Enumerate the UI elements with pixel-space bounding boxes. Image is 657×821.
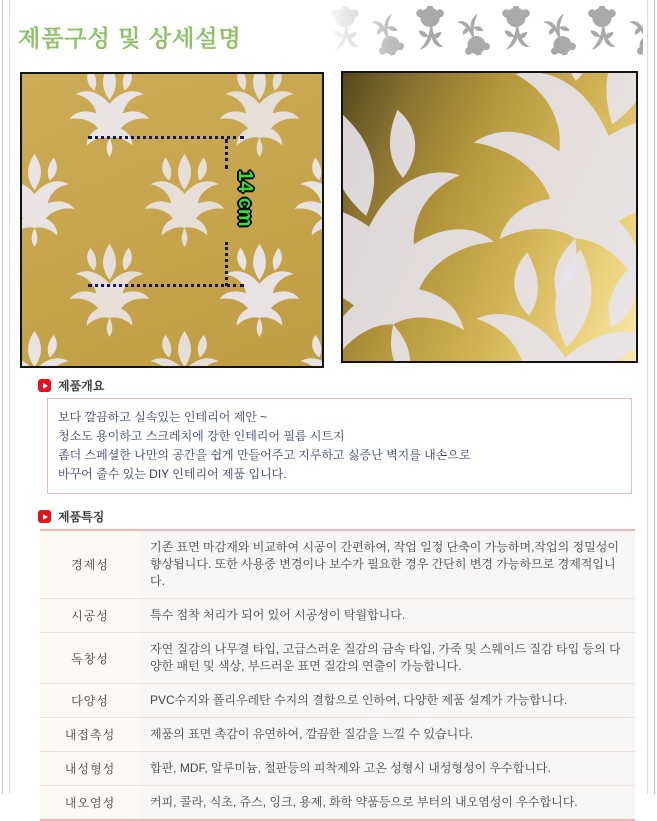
- rose-icon: [579, 6, 625, 58]
- table-row: [40, 718, 635, 752]
- table-row: [40, 599, 635, 633]
- table-row: [40, 752, 635, 786]
- feature-term: 시공성: [40, 599, 140, 632]
- overview-section-heading: [38, 377, 104, 394]
- damask-motif-icon: [287, 152, 324, 247]
- red-arrow-bullet-icon: [38, 379, 51, 392]
- page-border-left-outer: [2, 0, 3, 794]
- feature-description: 자연 질감의 나무결 타입, 고급스러운 질감의 금속 타입, 가죽 및 스웨이드 질감 타입 등의 다양한 패턴 및 색상, 부드러운 표면 질감의 연출이 가능합니다.: [140, 633, 635, 683]
- table-row: [40, 786, 635, 819]
- rose-icon: [407, 6, 453, 58]
- feature-description: 합판, MDF, 알루미늄, 철판등의 피착제와 고온 성형시 내성형성이 우수합니다.: [140, 752, 635, 785]
- wallpaper-texture-closeup-photo: [341, 71, 638, 363]
- overview-line: 좀더 스페셜한 나만의 공간을 쉽게 만들어주고 지루하고 싫증난 벽지를 내손으로: [58, 448, 471, 462]
- damask-motif-icon: [62, 72, 157, 157]
- rose-icon: [447, 6, 498, 58]
- feature-description: 기존 표면 마감재와 비교하여 시공이 간편하여, 작업 일정 단축이 가능하며,작업의 정밀성이 향상됩니다. 또한 사용중 변경이나 보수가 필요한 경우 간단히 변경 가능하므로 경제적입니다.: [140, 531, 635, 598]
- measurement-vertical-line-lower: [225, 242, 228, 286]
- damask-motif-icon: [20, 329, 82, 368]
- wallpaper-pattern-photo: [20, 72, 324, 368]
- overview-section-label: 제품개요: [58, 379, 105, 393]
- damask-motif-icon: [20, 152, 82, 247]
- page-title: 제품구성 및 상세설명: [18, 25, 242, 51]
- feature-term: 내성형성: [40, 752, 140, 785]
- overview-text-box: [47, 398, 632, 494]
- feature-description: PVC수지와 폴리우레탄 수지의 결합으로 인하여, 다양한 제품 설계가 가능합니다.: [140, 684, 635, 717]
- feature-term: 다양성: [40, 684, 140, 717]
- measurement-bottom-line: [88, 284, 244, 287]
- table-row: [40, 633, 635, 684]
- damask-motif-icon: [62, 242, 157, 337]
- damask-motif-icon: [416, 226, 638, 363]
- red-arrow-bullet-icon: [38, 510, 51, 523]
- rose-icon: [533, 6, 584, 58]
- features-section-heading: [38, 508, 104, 525]
- overview-line: 보다 깔끔하고 실속있는 인테리어 제안 ~: [58, 410, 268, 424]
- rose-icon: [493, 6, 539, 58]
- measurement-label: 14 cm: [234, 170, 256, 227]
- table-row: [40, 531, 635, 599]
- measurement-vertical-line-upper: [225, 139, 228, 169]
- page-border-right-inner: [647, 0, 648, 794]
- feature-description: 제품의 표면 촉감이 유연하여, 깔끔한 질감을 느낄 수 있습니다.: [140, 718, 635, 751]
- features-table: [40, 529, 635, 821]
- feature-description: 커피, 콜라, 식초, 쥬스, 잉크, 용제, 화학 약품등으로 부터의 내오염성이 우수합니다.: [140, 786, 635, 819]
- features-section-label: 제품특징: [58, 510, 105, 524]
- page-border-left-inner: [9, 0, 10, 794]
- feature-term: 내오염성: [40, 786, 140, 819]
- page-border-right-outer: [654, 0, 655, 794]
- feature-term: 경제성: [40, 531, 140, 598]
- overview-line: 바꾸어 줄수 있는 DIY 인테리어 제품 입니다.: [58, 467, 287, 481]
- pattern-fade-overlay: [323, 6, 413, 58]
- feature-description: 특수 점착 처리가 되어 있어 시공성이 탁월합니다.: [140, 599, 635, 632]
- feature-term: 독창성: [40, 633, 140, 683]
- damask-motif-icon: [137, 329, 232, 368]
- overview-line: 청소도 용이하고 스크레치에 강한 인테리어 필름 시트지: [58, 429, 345, 443]
- damask-motif-icon: [287, 329, 324, 368]
- feature-term: 내접촉성: [40, 718, 140, 751]
- table-row: [40, 684, 635, 718]
- measurement-top-line: [88, 136, 244, 139]
